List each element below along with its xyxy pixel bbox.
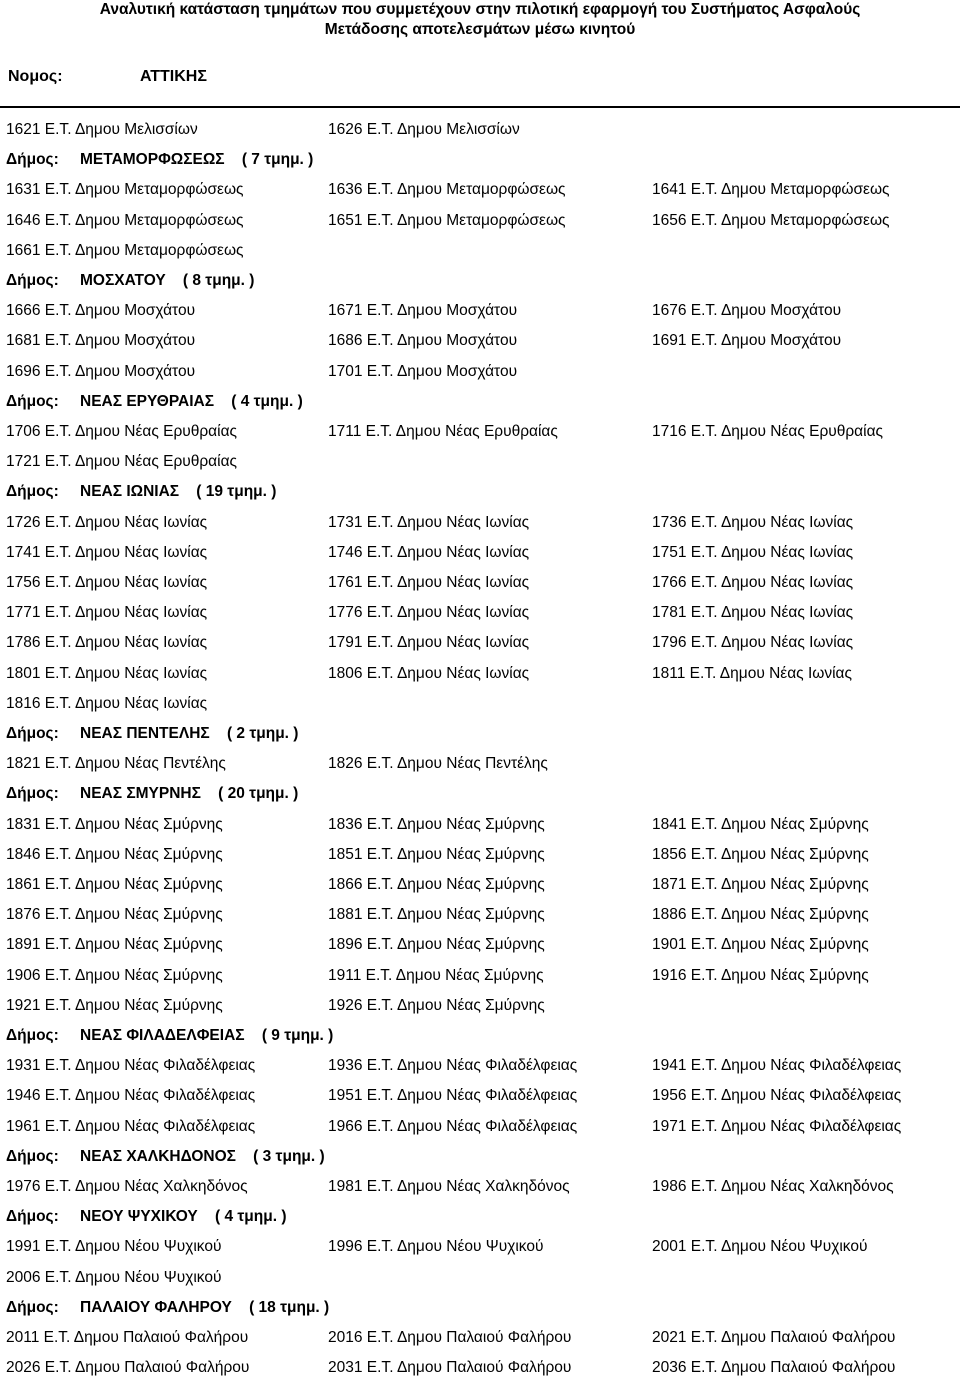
station-entry: 1906 Ε.Τ. Δημου Νέας Σμύρνης	[6, 966, 223, 984]
station-entry: 1946 Ε.Τ. Δημου Νέας Φιλαδέλφειας	[6, 1087, 256, 1105]
dimos-station-count: ( 8 τμημ. )	[182, 272, 255, 289]
station-entry: 1846 Ε.Τ. Δημου Νέας Σμύρνης	[6, 845, 223, 863]
station-entry: 1801 Ε.Τ. Δημου Νέας Ιωνίας	[6, 664, 208, 682]
station-row	[0, 1176, 960, 1198]
station-entry: 1831 Ε.Τ. Δημου Νέας Σμύρνης	[6, 815, 223, 833]
station-entry: 1811 Ε.Τ. Δημου Νέας Ιωνίας	[652, 664, 852, 682]
station-row	[0, 965, 960, 987]
station-entry: 1646 Ε.Τ. Δημου Μεταμορφώσεως	[6, 211, 244, 229]
station-row	[0, 1267, 960, 1289]
dimos-station-count: ( 19 τμημ. )	[196, 483, 277, 501]
station-entry: 2021 Ε.Τ. Δημου Παλαιού Φαλήρου	[652, 1329, 896, 1346]
title-line-2: Μετάδοσης αποτελεσμάτων μέσω κινητού	[324, 21, 636, 38]
dimos-header	[0, 149, 960, 171]
station-entry: 1701 Ε.Τ. Δημου Μοσχάτου	[328, 362, 518, 380]
dimos-label: Δήμος:	[6, 1027, 59, 1044]
dimos-header	[0, 1025, 960, 1047]
station-entry: 1966 Ε.Τ. Δημου Νέας Φιλαδέλφειας	[328, 1117, 578, 1135]
station-entry: 2016 Ε.Τ. Δημου Παλαιού Φαλήρου	[328, 1329, 572, 1346]
station-row	[0, 1055, 960, 1077]
station-row	[0, 602, 960, 624]
station-entry: 1736 Ε.Τ. Δημου Νέας Ιωνίας	[652, 513, 854, 531]
station-entry: 1756 Ε.Τ. Δημου Νέας Ιωνίας	[6, 574, 208, 591]
station-entry: 1826 Ε.Τ. Δημου Νέας Πεντέλης	[328, 755, 548, 773]
station-entry: 1996 Ε.Τ. Δημου Νέου Ψυχικού	[328, 1238, 544, 1256]
station-entry: 2031 Ε.Τ. Δημου Παλαιού Φαλήρου	[328, 1359, 572, 1377]
station-row	[0, 512, 960, 534]
station-entry: 1821 Ε.Τ. Δημου Νέας Πεντέλης	[6, 755, 226, 773]
nomos-label: Νομος:	[8, 68, 63, 85]
station-row	[0, 1357, 960, 1379]
station-entry: 1631 Ε.Τ. Δημου Μεταμορφώσεως	[6, 181, 244, 199]
station-entry: 1731 Ε.Τ. Δημου Νέας Ιωνίας	[328, 513, 530, 531]
station-entry: 1951 Ε.Τ. Δημου Νέας Φιλαδέλφειας	[328, 1087, 578, 1105]
station-entry: 1776 Ε.Τ. Δημου Νέας Ιωνίας	[328, 604, 530, 622]
station-entry: 1641 Ε.Τ. Δημου Μεταμορφώσεως	[652, 181, 890, 199]
station-row	[0, 814, 960, 836]
station-row	[0, 663, 960, 685]
dimos-header	[0, 1297, 960, 1319]
station-row	[0, 1236, 960, 1258]
station-entry: 1751 Ε.Τ. Δημου Νέας Ιωνίας	[652, 543, 854, 561]
station-entry: 1976 Ε.Τ. Δημου Νέας Χαλκηδόνος	[6, 1178, 248, 1195]
station-entry: 1981 Ε.Τ. Δημου Νέας Χαλκηδόνος	[328, 1178, 570, 1195]
dimos-name: ΝΕΑΣ ΕΡΥΘΡΑΙΑΣ ( 4 τμημ. )	[80, 392, 303, 410]
station-row	[0, 451, 960, 473]
station-entry: 1961 Ε.Τ. Δημου Νέας Φιλαδέλφειας	[6, 1117, 256, 1135]
station-entry: 1636 Ε.Τ. Δημου Μεταμορφώσεως	[328, 181, 566, 199]
dimos-header	[0, 1206, 960, 1228]
station-row	[0, 572, 960, 594]
dimos-station-count: ( 3 τμημ. )	[253, 1147, 325, 1165]
dimos-header	[0, 270, 960, 292]
dimos-name: ΝΕΟΥ ΨΥΧΙΚΟΥ ( 4 τμημ. )	[80, 1208, 287, 1226]
station-row	[0, 1116, 960, 1138]
station-entry: 1621 Ε.Τ. Δημου Μελισσίων	[6, 121, 198, 138]
station-row	[0, 693, 960, 715]
dimos-name: ΜΕΤΑΜΟΡΦΩΣΕΩΣ ( 7 τμημ. )	[80, 151, 314, 169]
station-entry: 1891 Ε.Τ. Δημου Νέας Σμύρνης	[6, 936, 223, 954]
station-entry: 1971 Ε.Τ. Δημου Νέας Φιλαδέλφειας	[652, 1117, 902, 1135]
dimos-station-count: ( 20 τμημ. )	[218, 785, 299, 803]
station-entry: 1711 Ε.Τ. Δημου Νέας Ερυθραίας	[328, 423, 558, 440]
station-entry: 1836 Ε.Τ. Δημου Νέας Σμύρνης	[328, 815, 545, 833]
station-entry: 2006 Ε.Τ. Δημου Νέου Ψυχικού	[6, 1268, 222, 1286]
station-entry: 2001 Ε.Τ. Δημου Νέου Ψυχικού	[652, 1238, 868, 1256]
station-entry: 1876 Ε.Τ. Δημου Νέας Σμύρνης	[6, 906, 223, 924]
dimos-header	[0, 783, 960, 805]
dimos-station-count: ( 18 τμημ. )	[249, 1298, 330, 1316]
dimos-header	[0, 391, 960, 413]
dimos-station-count: ( 2 τμημ. )	[226, 725, 299, 742]
dimos-label: Δήμος:	[6, 785, 59, 803]
station-entry: 1661 Ε.Τ. Δημου Μεταμορφώσεως	[6, 241, 244, 259]
station-entry: 1706 Ε.Τ. Δημου Νέας Ερυθραίας	[6, 423, 238, 440]
station-entry: 1856 Ε.Τ. Δημου Νέας Σμύρνης	[652, 845, 869, 863]
nomos-value: ΑΤΤΙΚΗΣ	[140, 68, 207, 85]
station-entry: 2011 Ε.Τ. Δημου Παλαιού Φαλήρου	[6, 1329, 249, 1346]
station-row	[0, 361, 960, 383]
station-entry: 1866 Ε.Τ. Δημου Νέας Σμύρνης	[328, 876, 545, 893]
station-entry: 1626 Ε.Τ. Δημου Μελισσίων	[328, 121, 520, 138]
station-entry: 1681 Ε.Τ. Δημου Μοσχάτου	[6, 332, 196, 350]
station-entry: 1716 Ε.Τ. Δημου Νέας Ερυθραίας	[652, 423, 884, 440]
station-entry: 1696 Ε.Τ. Δημου Μοσχάτου	[6, 362, 196, 380]
station-entry: 1786 Ε.Τ. Δημου Νέας Ιωνίας	[6, 634, 208, 652]
station-entry: 1991 Ε.Τ. Δημου Νέου Ψυχικού	[6, 1238, 222, 1256]
station-entry: 1666 Ε.Τ. Δημου Μοσχάτου	[6, 302, 196, 320]
station-row	[0, 1085, 960, 1107]
station-entry: 1676 Ε.Τ. Δημου Μοσχάτου	[652, 302, 842, 320]
station-entry: 1721 Ε.Τ. Δημου Νέας Ερυθραίας	[6, 453, 238, 471]
dimos-label: Δήμος:	[6, 272, 59, 289]
dimos-label: Δήμος:	[6, 151, 59, 169]
station-row	[0, 934, 960, 956]
station-row	[0, 995, 960, 1017]
station-entry: 1886 Ε.Τ. Δημου Νέας Σμύρνης	[652, 906, 869, 924]
station-row	[0, 632, 960, 654]
dimos-name: ΝΕΑΣ ΣΜΥΡΝΗΣ ( 20 τμημ. )	[80, 785, 299, 803]
dimos-label: Δήμος:	[6, 483, 59, 501]
station-entry: 1931 Ε.Τ. Δημου Νέας Φιλαδέλφειας	[6, 1057, 256, 1075]
station-row	[0, 421, 960, 443]
station-entry: 1691 Ε.Τ. Δημου Μοσχάτου	[652, 332, 842, 350]
dimos-station-count: ( 9 τμημ. )	[261, 1027, 334, 1044]
station-row	[0, 119, 960, 141]
station-entry: 1926 Ε.Τ. Δημου Νέας Σμύρνης	[328, 996, 545, 1014]
station-entry: 1986 Ε.Τ. Δημου Νέας Χαλκηδόνος	[652, 1178, 894, 1195]
station-entry: 1956 Ε.Τ. Δημου Νέας Φιλαδέλφειας	[652, 1087, 902, 1105]
station-entry: 1921 Ε.Τ. Δημου Νέας Σμύρνης	[6, 996, 223, 1014]
station-entry: 1726 Ε.Τ. Δημου Νέας Ιωνίας	[6, 513, 208, 531]
station-entry: 1851 Ε.Τ. Δημου Νέας Σμύρνης	[328, 845, 545, 863]
station-row	[0, 240, 960, 262]
station-entry: 1671 Ε.Τ. Δημου Μοσχάτου	[328, 302, 518, 320]
station-entry: 1936 Ε.Τ. Δημου Νέας Φιλαδέλφειας	[328, 1057, 578, 1075]
station-entry: 1761 Ε.Τ. Δημου Νέας Ιωνίας	[328, 574, 530, 591]
dimos-name: ΝΕΑΣ ΙΩΝΙΑΣ ( 19 τμημ. )	[80, 483, 277, 501]
dimos-station-count: ( 4 τμημ. )	[215, 1208, 287, 1226]
station-entry: 1746 Ε.Τ. Δημου Νέας Ιωνίας	[328, 543, 530, 561]
station-row	[0, 330, 960, 352]
station-entry: 2026 Ε.Τ. Δημου Παλαιού Φαλήρου	[6, 1359, 250, 1377]
dimos-label: Δήμος:	[6, 1298, 59, 1316]
dimos-name: ΠΑΛΑΙΟΥ ΦΑΛΗΡΟΥ ( 18 τμημ. )	[80, 1298, 330, 1316]
station-row	[0, 874, 960, 896]
station-entry: 1766 Ε.Τ. Δημου Νέας Ιωνίας	[652, 574, 854, 591]
dimos-name: ΝΕΑΣ ΠΕΝΤΕΛΗΣ ( 2 τμημ. )	[80, 725, 299, 742]
station-row	[0, 904, 960, 926]
dimos-name: ΝΕΑΣ ΧΑΛΚΗΔΟΝΟΣ ( 3 τμημ. )	[80, 1147, 325, 1165]
dimos-header	[0, 1146, 960, 1168]
station-row	[0, 844, 960, 866]
dimos-station-count: ( 7 τμημ. )	[241, 151, 314, 169]
dimos-label: Δήμος:	[6, 1147, 59, 1165]
station-entry: 1791 Ε.Τ. Δημου Νέας Ιωνίας	[328, 634, 530, 652]
station-entry: 1916 Ε.Τ. Δημου Νέας Σμύρνης	[652, 966, 869, 984]
station-row	[0, 179, 960, 201]
dimos-label: Δήμος:	[6, 725, 59, 742]
station-entry: 1771 Ε.Τ. Δημου Νέας Ιωνίας	[6, 604, 208, 622]
station-row	[0, 542, 960, 564]
dimos-header	[0, 723, 960, 745]
dimos-label: Δήμος:	[6, 1208, 59, 1226]
station-entry: 1911 Ε.Τ. Δημου Νέας Σμύρνης	[328, 966, 544, 984]
station-entry: 1651 Ε.Τ. Δημου Μεταμορφώσεως	[328, 211, 566, 229]
station-row	[0, 753, 960, 775]
station-row	[0, 210, 960, 232]
station-entry: 2036 Ε.Τ. Δημου Παλαιού Φαλήρου	[652, 1359, 896, 1377]
station-entry: 1881 Ε.Τ. Δημου Νέας Σμύρνης	[328, 906, 545, 924]
station-entry: 1871 Ε.Τ. Δημου Νέας Σμύρνης	[652, 876, 869, 893]
station-entry: 1816 Ε.Τ. Δημου Νέας Ιωνίας	[6, 694, 208, 712]
station-entry: 1796 Ε.Τ. Δημου Νέας Ιωνίας	[652, 634, 854, 652]
dimos-header	[0, 481, 960, 503]
station-entry: 1806 Ε.Τ. Δημου Νέας Ιωνίας	[328, 664, 530, 682]
station-entry: 1901 Ε.Τ. Δημου Νέας Σμύρνης	[652, 936, 869, 954]
station-row	[0, 300, 960, 322]
station-entry: 1781 Ε.Τ. Δημου Νέας Ιωνίας	[652, 604, 854, 622]
title-line-1: Αναλυτική κατάσταση τμημάτων που συμμετέχουν στην πιλοτική εφαρμογή του Συστήματος Ασφαλούς	[99, 1, 861, 18]
station-entry: 1656 Ε.Τ. Δημου Μεταμορφώσεως	[652, 211, 890, 229]
dimos-label: Δήμος:	[6, 392, 59, 410]
station-entry: 1941 Ε.Τ. Δημου Νέας Φιλαδέλφειας	[652, 1057, 902, 1075]
station-entry: 1841 Ε.Τ. Δημου Νέας Σμύρνης	[652, 815, 869, 833]
station-entry: 1686 Ε.Τ. Δημου Μοσχάτου	[328, 332, 518, 350]
dimos-name: ΜΟΣΧΑΤΟΥ ( 8 τμημ. )	[80, 272, 255, 289]
station-entry: 1896 Ε.Τ. Δημου Νέας Σμύρνης	[328, 936, 545, 954]
station-row	[0, 1327, 960, 1349]
dimos-station-count: ( 4 τμημ. )	[231, 392, 303, 410]
dimos-name: ΝΕΑΣ ΦΙΛΑΔΕΛΦΕΙΑΣ ( 9 τμημ. )	[80, 1027, 334, 1044]
station-entry: 1741 Ε.Τ. Δημου Νέας Ιωνίας	[6, 543, 208, 561]
station-entry: 1861 Ε.Τ. Δημου Νέας Σμύρνης	[6, 876, 223, 893]
